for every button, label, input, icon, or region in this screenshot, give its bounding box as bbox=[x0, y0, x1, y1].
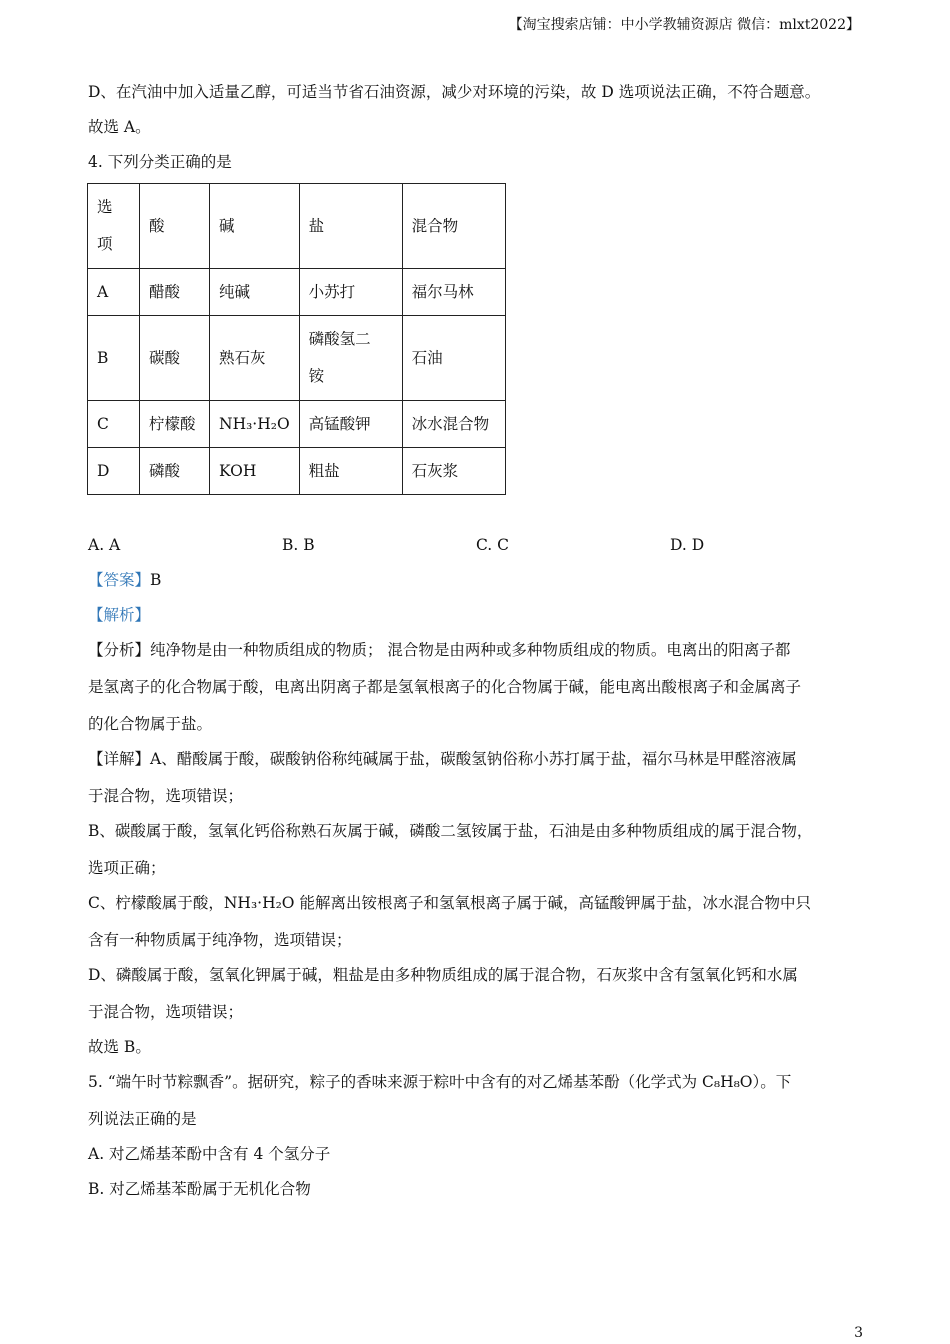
table-cell: 碳酸 bbox=[140, 316, 210, 401]
q4-option-a: A. A bbox=[88, 536, 121, 554]
answer-value: B bbox=[150, 571, 162, 589]
table-cell: 熟石灰 bbox=[210, 316, 300, 401]
analysis-line: 故选 B。 bbox=[88, 1038, 151, 1056]
table-row bbox=[88, 448, 506, 495]
classification-table bbox=[87, 183, 506, 495]
table-cell: A bbox=[88, 269, 140, 316]
analysis-line: 【详解】A、醋酸属于酸，碳酸钠俗称纯碱属于盐，碳酸氢钠俗称小苏打属于盐，福尔马林是甲醛溶液属 bbox=[88, 750, 797, 768]
table-cell: 高锰酸钾 bbox=[299, 401, 402, 448]
table-header-cell: 酸 bbox=[140, 184, 210, 269]
q4-option-c: C. C bbox=[476, 536, 510, 554]
table-cell: 粗盐 bbox=[299, 448, 402, 495]
table-header-cell: 盐 bbox=[299, 184, 402, 269]
table-cell: 福尔马林 bbox=[402, 269, 505, 316]
page-number: 3 bbox=[854, 1325, 863, 1341]
q5-stem-line: 5. “端午时节粽飘香”。据研究，粽子的香味来源于粽叶中含有的对乙烯基苯酚（化学式为 C₈H₈O）。下 bbox=[88, 1073, 792, 1091]
analysis-line: B、碳酸属于酸，氢氧化钙俗称熟石灰属于碱，磷酸二氢铵属于盐，石油是由多种物质组成的属于混合物， bbox=[88, 822, 813, 840]
table-cell: 石油 bbox=[402, 316, 505, 401]
table-cell: C bbox=[88, 401, 140, 448]
analysis-line: C、柠檬酸属于酸，NH₃·H₂O 能解离出铵根离子和氢氧根离子属于碱，高锰酸钾属于盐，冰水混合物中只 bbox=[88, 894, 811, 912]
table-cell: 磷酸氢二铵 bbox=[299, 316, 402, 401]
table-row bbox=[88, 401, 506, 448]
q5-option-a: A. 对乙烯基苯酚中含有 4 个氢分子 bbox=[88, 1145, 331, 1163]
table-header-row bbox=[88, 184, 506, 269]
answer-tag: 【答案】 bbox=[88, 571, 151, 589]
table-cell: 石灰浆 bbox=[402, 448, 505, 495]
q4-stem: 4. 下列分类正确的是 bbox=[88, 153, 232, 171]
analysis-line: 含有一种物质属于纯净物，选项错误； bbox=[88, 931, 352, 949]
table-header-cell: 碱 bbox=[210, 184, 300, 269]
table-cell: 纯碱 bbox=[210, 269, 300, 316]
table-cell: 柠檬酸 bbox=[140, 401, 210, 448]
table-cell: KOH bbox=[210, 448, 300, 495]
q4-option-b: B. B bbox=[282, 536, 315, 554]
table-row bbox=[88, 316, 506, 401]
table-cell: 醋酸 bbox=[140, 269, 210, 316]
prev-explanation-line: D、在汽油中加入适量乙醇，可适当节省石油资源，减少对环境的污染，故 D 选项说法正确，不符合题意。 bbox=[88, 83, 821, 101]
page-header: 【淘宝搜索店铺：中小学教辅资源店 微信：mlxt2022】 bbox=[508, 17, 860, 33]
table-cell: 冰水混合物 bbox=[402, 401, 505, 448]
table-cell: NH₃·H₂O bbox=[210, 401, 300, 448]
analysis-line: 【分析】纯净物是由一种物质组成的物质； 混合物是由两种或多种物质组成的物质。电离出的阳离子都 bbox=[88, 641, 791, 659]
q4-option-d: D. D bbox=[670, 536, 705, 554]
q5-option-b: B. 对乙烯基苯酚属于无机化合物 bbox=[88, 1180, 311, 1198]
analysis-tag: 【解析】 bbox=[88, 606, 151, 624]
analysis-line: 于混合物，选项错误； bbox=[88, 1003, 244, 1021]
table-row bbox=[88, 269, 506, 316]
table-cell: B bbox=[88, 316, 140, 401]
analysis-line: 是氢离子的化合物属于酸，电离出阴离子都是氢氧根离子的化合物属于碱，能电离出酸根离子和金属离子 bbox=[88, 678, 802, 696]
table-header-cell: 选项 bbox=[88, 184, 140, 269]
q5-stem-line: 列说法正确的是 bbox=[88, 1110, 197, 1128]
table-cell: 磷酸 bbox=[140, 448, 210, 495]
prev-conclusion-line: 故选 A。 bbox=[88, 118, 151, 136]
table-cell: 小苏打 bbox=[299, 269, 402, 316]
analysis-line: 于混合物，选项错误； bbox=[88, 787, 244, 805]
answer-line bbox=[88, 570, 161, 590]
table-cell: D bbox=[88, 448, 140, 495]
table-header-cell: 混合物 bbox=[402, 184, 505, 269]
analysis-line: 选项正确； bbox=[88, 859, 166, 877]
analysis-line: D、磷酸属于酸，氢氧化钾属于碱，粗盐是由多种物质组成的属于混合物，石灰浆中含有氢氧化钙和水属 bbox=[88, 966, 798, 984]
analysis-line: 的化合物属于盐。 bbox=[88, 715, 213, 733]
